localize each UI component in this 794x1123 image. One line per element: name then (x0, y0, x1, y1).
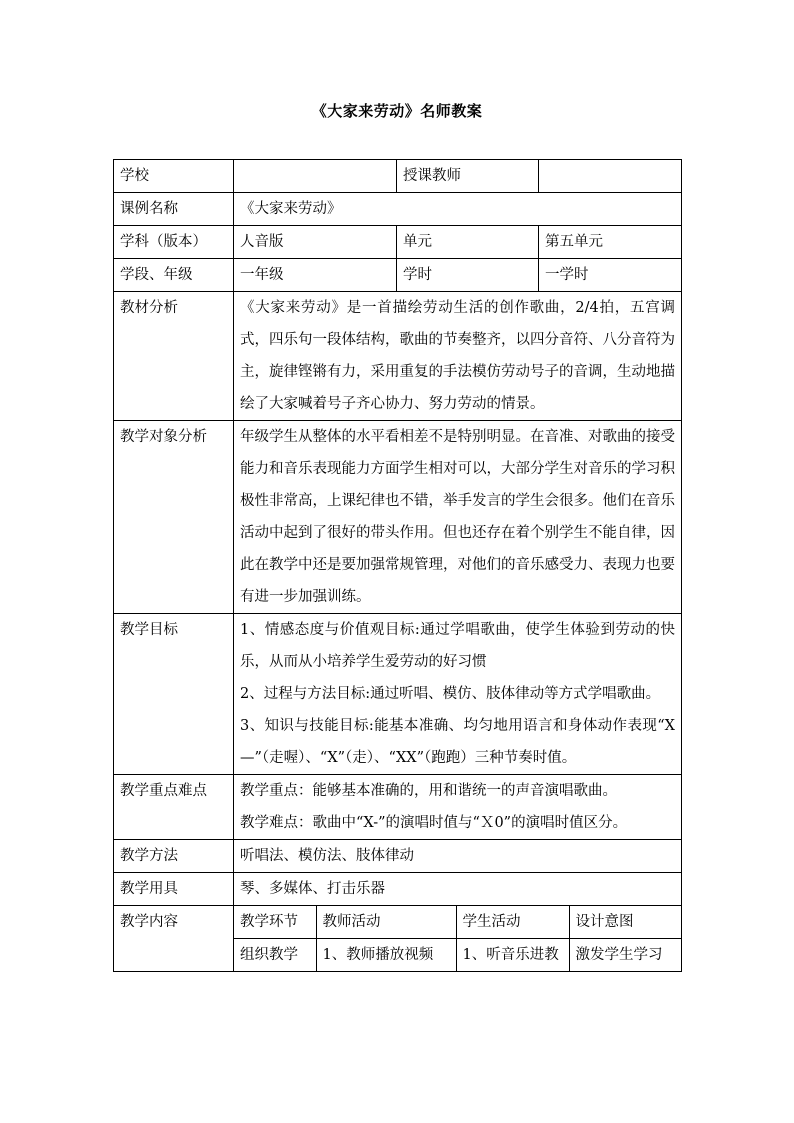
keypoints-label: 教学重点难点 (114, 775, 234, 840)
row-goals (114, 614, 682, 775)
content-cell: 组织教学 (234, 939, 316, 972)
lesson-label: 课例名称 (114, 193, 234, 226)
subject-value: 人音版 (234, 226, 397, 259)
content-cell: 1、听音乐进教 (456, 939, 569, 972)
grade-label: 学段、年级 (114, 259, 234, 292)
row-material (114, 292, 682, 421)
row-content (114, 906, 682, 972)
content-subtable-cell (234, 906, 682, 972)
teacher-label: 授课教师 (397, 160, 539, 193)
row-subject (114, 226, 682, 259)
content-cell: 1、教师播放视频 (316, 939, 456, 972)
row-tools (114, 873, 682, 906)
lesson-plan-table (113, 159, 682, 972)
content-header-cell: 设计意图 (569, 906, 682, 939)
method-value: 听唱法、模仿法、肢体律动 (234, 840, 682, 873)
keypoint-item: 教学难点：歌曲中“X-”的演唱时值与“Ｘ0”的演唱时值区分。 (240, 815, 628, 831)
row-grade (114, 259, 682, 292)
content-header-cell: 教学环节 (234, 906, 316, 939)
goals-label: 教学目标 (114, 614, 234, 775)
hours-label: 学时 (397, 259, 539, 292)
students-text: 年级学生从整体的水平看相差不是特别明显。在音准、对歌曲的接受能力和音乐表现能力方面学生相对可以，大部分学生对音乐的学习积极性非常高，上课纪律也不错，举手发言的学生会很多。他们在音乐活动中起到了很好的带头作用。但也还存在着个别学生不能自律，因此在教学中还是要加强常规管理，对他们的音乐感受力、表现力也要有进一步加强训练。 (234, 421, 682, 614)
unit-value: 第五单元 (539, 226, 682, 259)
row-lesson (114, 193, 682, 226)
row-keypoints (114, 775, 682, 840)
subject-label: 学科（版本） (114, 226, 234, 259)
goal-item: 3、知识与技能目标:能基本准确、均匀地用语言和身体动作表现“X—”（走喔）、“X”（走）、“XX”（跑跑）三种节奏时值。 (240, 718, 675, 766)
document-title: 《大家来劳动》名师教案 (311, 102, 483, 120)
tools-label: 教学用具 (114, 873, 234, 906)
goal-item: 2、过程与方法目标:通过听唱、模仿、肢体律动等方式学唱歌曲。 (240, 686, 661, 702)
school-label: 学校 (114, 160, 234, 193)
content-header-row (234, 906, 682, 939)
hours-value: 一学时 (539, 259, 682, 292)
material-label: 教材分析 (114, 292, 234, 421)
school-value (234, 160, 397, 193)
keypoint-item: 教学重点：能够基本准确的，用和谐统一的声音演唱歌曲。 (240, 783, 617, 799)
content-header-cell: 教师活动 (316, 906, 456, 939)
goal-item: 1、情感态度与价值观目标:通过学唱歌曲，使学生体验到劳动的快乐，从而从小培养学生爱劳动的好习惯 (240, 622, 675, 670)
content-label: 教学内容 (114, 906, 234, 972)
material-text: 《大家来劳动》是一首描绘劳动生活的创作歌曲，2/4拍，五宫调式，四乐句一段体结构，歌曲的节奏整齐，以四分音符、八分音符为主，旋律铿锵有力，采用重复的手法模仿劳动号子的音调，生动地描绘了大家喊着号子齐心协力、努力劳动的情景。 (234, 292, 682, 421)
row-method (114, 840, 682, 873)
method-label: 教学方法 (114, 840, 234, 873)
content-header-cell: 学生活动 (456, 906, 569, 939)
teacher-value (539, 160, 682, 193)
students-label: 教学对象分析 (114, 421, 234, 614)
row-students (114, 421, 682, 614)
unit-label: 单元 (397, 226, 539, 259)
tools-value: 琴、多媒体、打击乐器 (234, 873, 682, 906)
grade-value: 一年级 (234, 259, 397, 292)
lesson-value: 《大家来劳动》 (234, 193, 682, 226)
content-cell: 激发学生学习 (569, 939, 682, 972)
content-subtable (234, 906, 682, 971)
content-row (234, 939, 682, 972)
row-school (114, 160, 682, 193)
keypoints-cell (234, 775, 682, 840)
goals-cell (234, 614, 682, 775)
